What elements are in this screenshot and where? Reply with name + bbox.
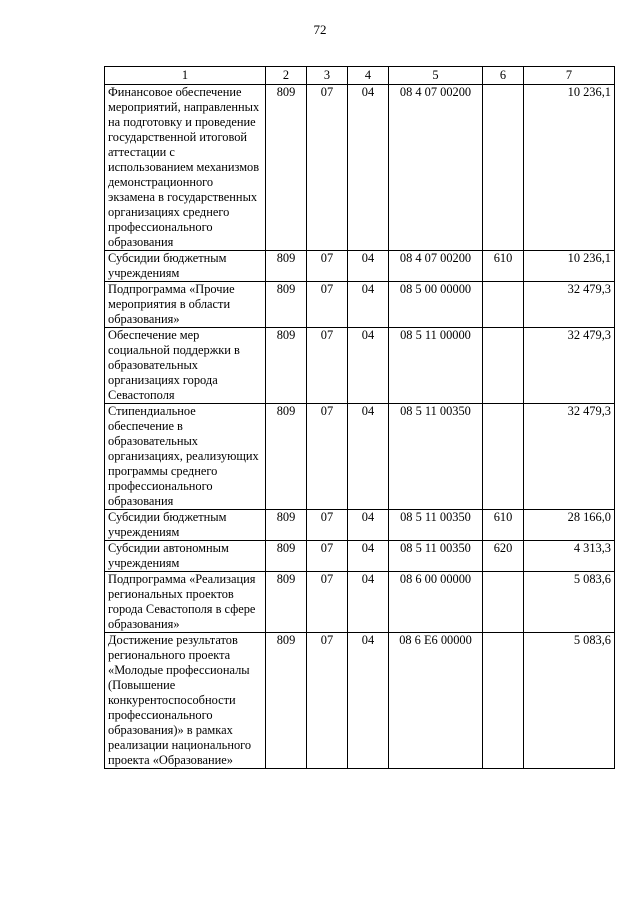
expense-type-cell: 620	[483, 541, 524, 572]
amount-cell: 10 236,1	[524, 251, 615, 282]
target-article-cell: 08 4 07 00200	[389, 85, 483, 251]
row-name-cell: Субсидии бюджетным учреждениям	[105, 251, 266, 282]
table-row	[105, 633, 615, 769]
ministry-code-cell: 809	[266, 404, 307, 510]
table-row	[105, 328, 615, 404]
amount-cell: 5 083,6	[524, 633, 615, 769]
column-header: 5	[389, 67, 483, 85]
section-code-cell: 07	[307, 572, 348, 633]
column-header: 2	[266, 67, 307, 85]
amount-cell: 10 236,1	[524, 85, 615, 251]
target-article-cell: 08 4 07 00200	[389, 251, 483, 282]
ministry-code-cell: 809	[266, 251, 307, 282]
ministry-code-cell: 809	[266, 633, 307, 769]
target-article-cell: 08 6 Е6 00000	[389, 633, 483, 769]
ministry-code-cell: 809	[266, 85, 307, 251]
target-article-cell: 08 5 11 00350	[389, 404, 483, 510]
ministry-code-cell: 809	[266, 510, 307, 541]
subsection-code-cell: 04	[348, 85, 389, 251]
expense-type-cell	[483, 85, 524, 251]
column-header: 1	[105, 67, 266, 85]
table-row	[105, 85, 615, 251]
subsection-code-cell: 04	[348, 572, 389, 633]
section-code-cell: 07	[307, 328, 348, 404]
amount-cell: 32 479,3	[524, 282, 615, 328]
row-name-cell: Субсидии бюджетным учреждениям	[105, 510, 266, 541]
expense-type-cell	[483, 572, 524, 633]
table-row	[105, 404, 615, 510]
amount-cell: 32 479,3	[524, 328, 615, 404]
expense-type-cell	[483, 633, 524, 769]
target-article-cell: 08 5 11 00000	[389, 328, 483, 404]
target-article-cell: 08 5 00 00000	[389, 282, 483, 328]
expense-type-cell	[483, 282, 524, 328]
subsection-code-cell: 04	[348, 282, 389, 328]
section-code-cell: 07	[307, 282, 348, 328]
section-code-cell: 07	[307, 251, 348, 282]
subsection-code-cell: 04	[348, 404, 389, 510]
target-article-cell: 08 5 11 00350	[389, 510, 483, 541]
page-number: 72	[313, 22, 327, 37]
row-name-cell: Достижение результатов регионального проекта «Молодые профессионалы (Повышение конкурентоспособности профессионального образования)» в рамках реализации национального проекта «Образование»	[105, 633, 266, 769]
subsection-code-cell: 04	[348, 541, 389, 572]
subsection-code-cell: 04	[348, 633, 389, 769]
expense-type-cell: 610	[483, 251, 524, 282]
ministry-code-cell: 809	[266, 282, 307, 328]
table-row	[105, 282, 615, 328]
amount-cell: 4 313,3	[524, 541, 615, 572]
column-header: 7	[524, 67, 615, 85]
budget-table	[104, 66, 615, 769]
amount-cell: 32 479,3	[524, 404, 615, 510]
row-name-cell: Субсидии автономным учреждениям	[105, 541, 266, 572]
section-code-cell: 07	[307, 541, 348, 572]
expense-type-cell	[483, 328, 524, 404]
target-article-cell: 08 6 00 00000	[389, 572, 483, 633]
amount-cell: 5 083,6	[524, 572, 615, 633]
amount-cell: 28 166,0	[524, 510, 615, 541]
row-name-cell: Стипендиальное обеспечение в образовательных организациях, реализующих программы среднего профессионального образования	[105, 404, 266, 510]
row-name-cell: Подпрограмма «Реализация региональных проектов города Севастополя в сфере образования»	[105, 572, 266, 633]
table-row	[105, 251, 615, 282]
section-code-cell: 07	[307, 85, 348, 251]
subsection-code-cell: 04	[348, 510, 389, 541]
table-row	[105, 541, 615, 572]
expense-type-cell: 610	[483, 510, 524, 541]
column-header: 4	[348, 67, 389, 85]
ministry-code-cell: 809	[266, 541, 307, 572]
target-article-cell: 08 5 11 00350	[389, 541, 483, 572]
expense-type-cell	[483, 404, 524, 510]
column-header: 3	[307, 67, 348, 85]
subsection-code-cell: 04	[348, 251, 389, 282]
ministry-code-cell: 809	[266, 572, 307, 633]
section-code-cell: 07	[307, 510, 348, 541]
table-header-row	[105, 67, 615, 85]
row-name-cell: Финансовое обеспечение мероприятий, направленных на подготовку и проведение государственной итоговой аттестации с использованием механизмов демонстрационного экзамена в государственных организациях среднего профессионального образования	[105, 85, 266, 251]
column-header: 6	[483, 67, 524, 85]
ministry-code-cell: 809	[266, 328, 307, 404]
table-row	[105, 572, 615, 633]
table-row	[105, 510, 615, 541]
subsection-code-cell: 04	[348, 328, 389, 404]
row-name-cell: Обеспечение мер социальной поддержки в образовательных организациях города Севастополя	[105, 328, 266, 404]
section-code-cell: 07	[307, 404, 348, 510]
row-name-cell: Подпрограмма «Прочие мероприятия в области образования»	[105, 282, 266, 328]
section-code-cell: 07	[307, 633, 348, 769]
